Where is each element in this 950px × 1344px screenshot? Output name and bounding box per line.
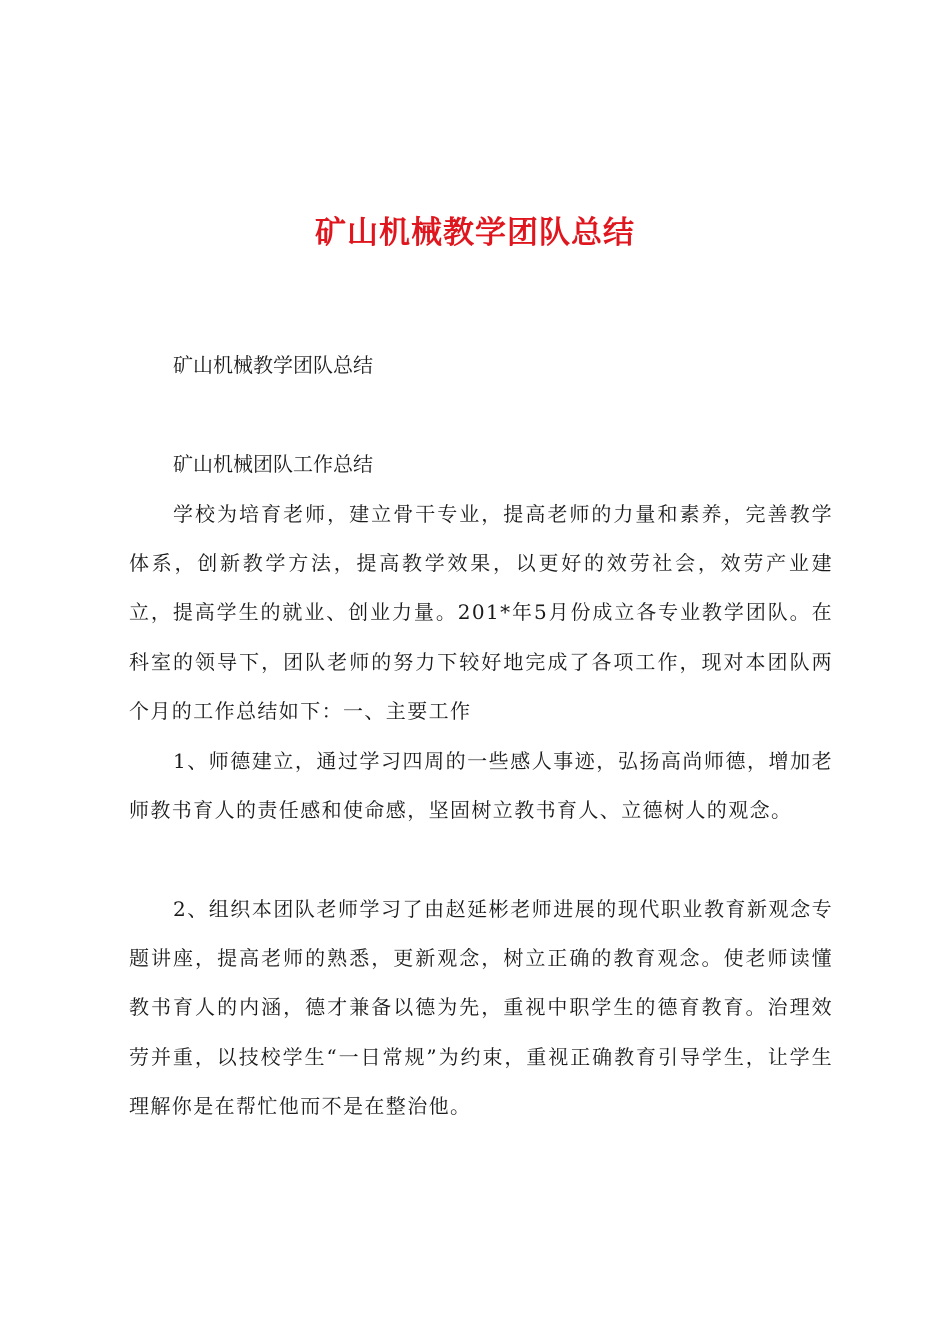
paragraph-item-1: 1、师德建立，通过学习四周的一些感人事迹，弘扬高尚师德，增加老师教书育人的责任感和使命感，坚固树立教书育人、立德树人的观念。 (129, 749, 833, 823)
document-subtitle: 矿山机械教学团队总结 (173, 353, 373, 377)
document-title: 矿山机械教学团队总结 (315, 215, 635, 251)
section-heading: 矿山机械团队工作总结 (173, 452, 373, 476)
paragraph-item-2: 2、组织本团队老师学习了由赵延彬老师进展的现代职业教育新观念专题讲座，提高老师的熟悉，更新观念，树立正确的教育观念。使老师读懂教书育人的内涵，德才兼备以德为先，重视中职学生的德育教育。治理效劳并重，以技校学生“一日常规”为约束，重视正确教育引导学生，让学生理解你是在帮忙他而不是在整治他。 (129, 897, 833, 1118)
paragraph-intro: 学校为培育老师，建立骨干专业，提高老师的力量和素养，完善教学体系，创新教学方法，提高教学效果，以更好的效劳社会，效劳产业建立，提高学生的就业、创业力量。201*年5月份成立各专业教学团队。在科室的领导下，团队老师的努力下较好地完成了各项工作，现对本团队两个月的工作总结如下：一、主要工作 (129, 502, 833, 723)
